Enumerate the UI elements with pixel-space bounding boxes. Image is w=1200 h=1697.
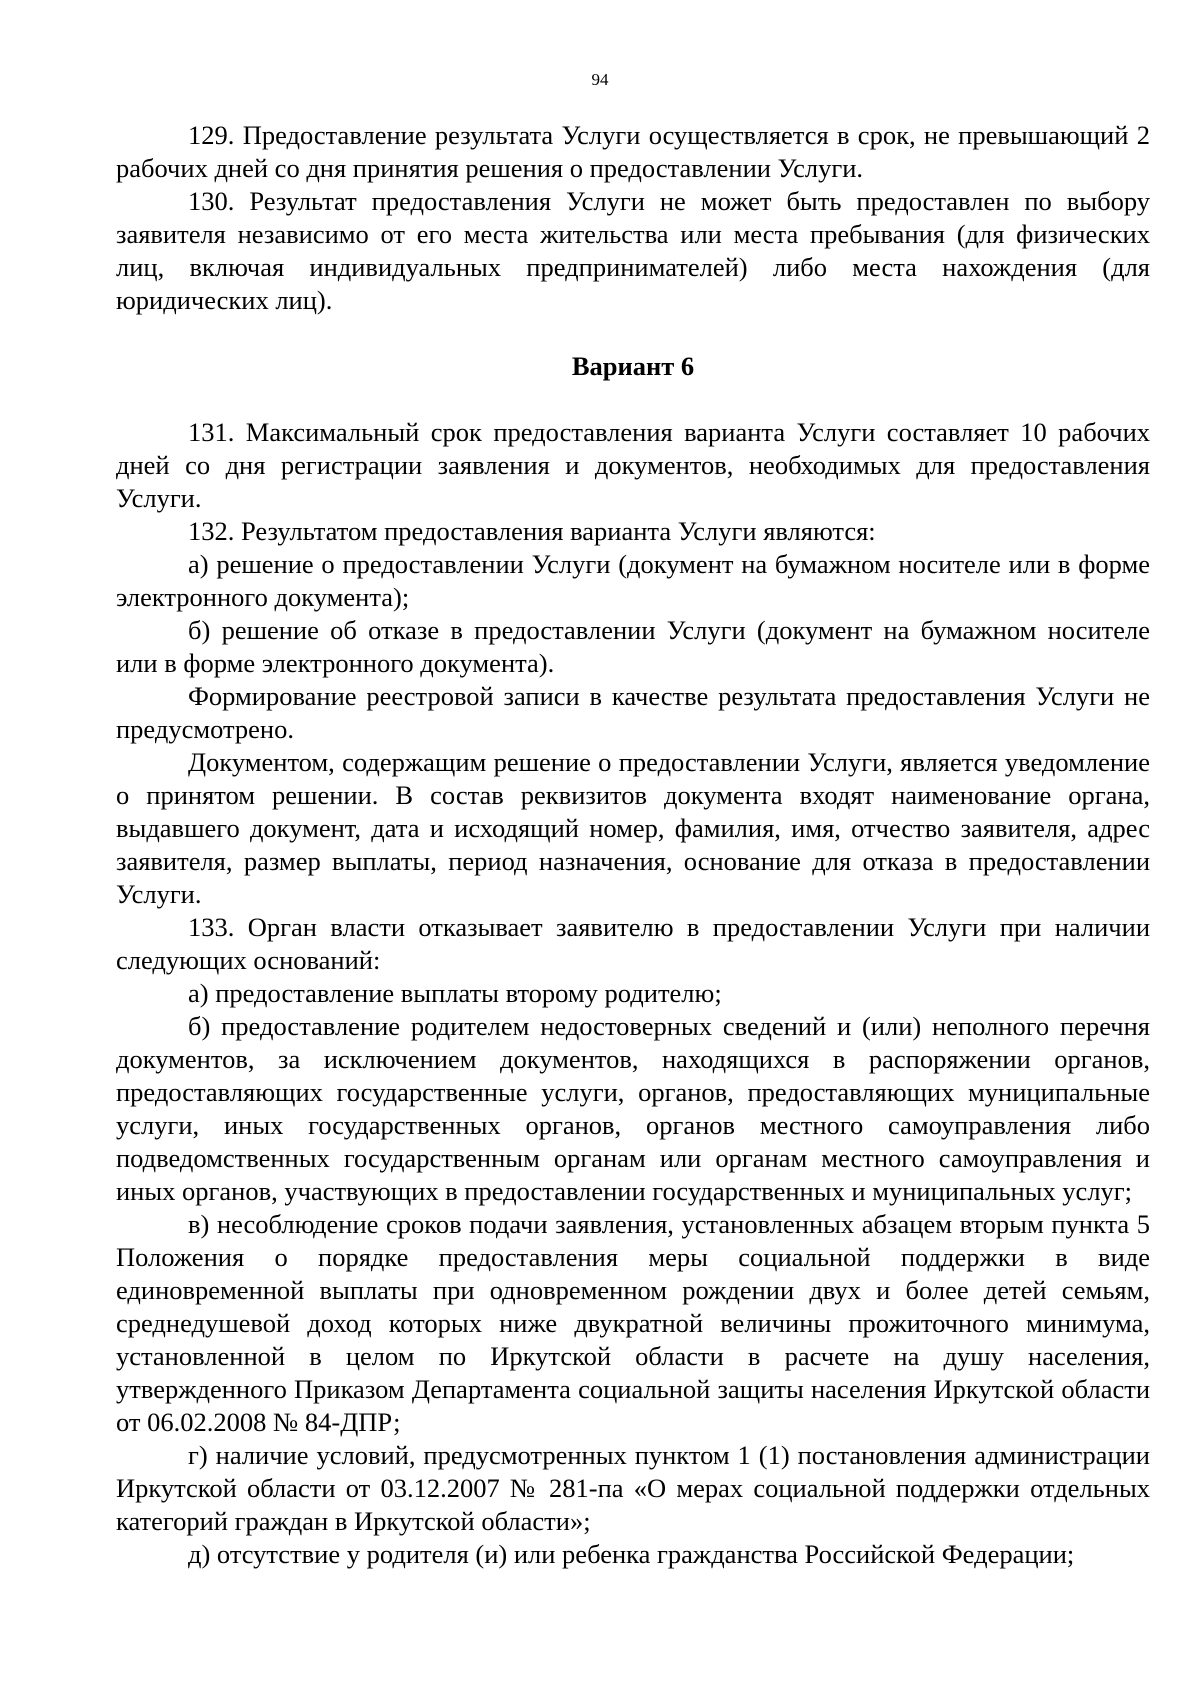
page-number: 94 xyxy=(591,70,609,89)
list-item-133d: д) отсутствие у родителя (и) или ребенка гражданства Российской Федерации; xyxy=(188,1539,1075,1569)
paragraph-131: 131. Максимальный срок предоставления варианта Услуги составляет 10 рабочих дней со дня регистрации заявления и документов, необходимых для предоставления Услуги. xyxy=(116,417,1150,513)
list-item-132b: б) решение об отказе в предоставлении Услуги (документ на бумажном носителе или в форме электронного документа). xyxy=(116,615,1150,678)
list-item-133a: а) предоставление выплаты второму родителю; xyxy=(188,978,722,1008)
paragraph-decision-document: Документом, содержащим решение о предоставлении Услуги, является уведомление о принятом решении. В состав реквизитов документа входят наименование органа, выдавшего документ, дата и исходящий номер, фамилия, имя, отчество заявителя, адрес заявителя, размер выплаты, период назначения, основание для отказа в предоставлении Услуги. xyxy=(116,747,1150,909)
list-item-133b: б) предоставление родителем недостоверных сведений и (или) неполного перечня документов, за исключением документов, находящихся в распоряжении органов, предоставляющих государственные услуги, органов, предоставляющих муниципальные услуги, иных государственных органов, органов местного самоуправления либо подведомственных государственным органам или органам местного самоуправления и иных органов, участвующих в предоставлении государственных и муниципальных услуг; xyxy=(116,1011,1150,1206)
paragraph-132: 132. Результатом предоставления варианта Услуги являются: xyxy=(188,516,876,546)
paragraph-133: 133. Орган власти отказывает заявителю в предоставлении Услуги при наличии следующих оснований: xyxy=(116,912,1150,975)
section-heading: Вариант 6 xyxy=(571,351,695,381)
paragraph-129: 129. Предоставление результата Услуги осуществляется в срок, не превышающий 2 рабочих дней со дня принятия решения о предоставлении Услуги. xyxy=(116,120,1150,183)
list-item-133g: г) наличие условий, предусмотренных пунктом 1 (1) постановления администрации Иркутской области от 03.12.2007 № 281-па «О мерах социальной поддержки отдельных категорий граждан в Иркутской области»; xyxy=(116,1440,1150,1536)
list-item-133v: в) несоблюдение сроков подачи заявления, установленных абзацем вторым пункта 5 Положения о порядке предоставления меры социальной поддержки в виде единовременной выплаты при одновременном рождении двух и более детей семьям, среднедушевой доход которых ниже двукратной величины прожиточного минимума, установленной в целом по Иркутской области в расчете на душу населения, утвержденного Приказом Департамента социальной защиты населения Иркутской области от 06.02.2008 № 84-ДПР; xyxy=(116,1209,1150,1437)
paragraph-130: 130. Результат предоставления Услуги не может быть предоставлен по выбору заявителя независимо от его места жительства или места пребывания (для физических лиц, включая индивидуальных предпринимателей) либо места нахождения (для юридических лиц). xyxy=(116,186,1150,315)
paragraph-registry-record: Формирование реестровой записи в качестве результата предоставления Услуги не предусмотрено. xyxy=(116,681,1150,744)
list-item-132a: а) решение о предоставлении Услуги (документ на бумажном носителе или в форме электронного документа); xyxy=(116,549,1150,612)
document-body xyxy=(116,119,1150,1571)
